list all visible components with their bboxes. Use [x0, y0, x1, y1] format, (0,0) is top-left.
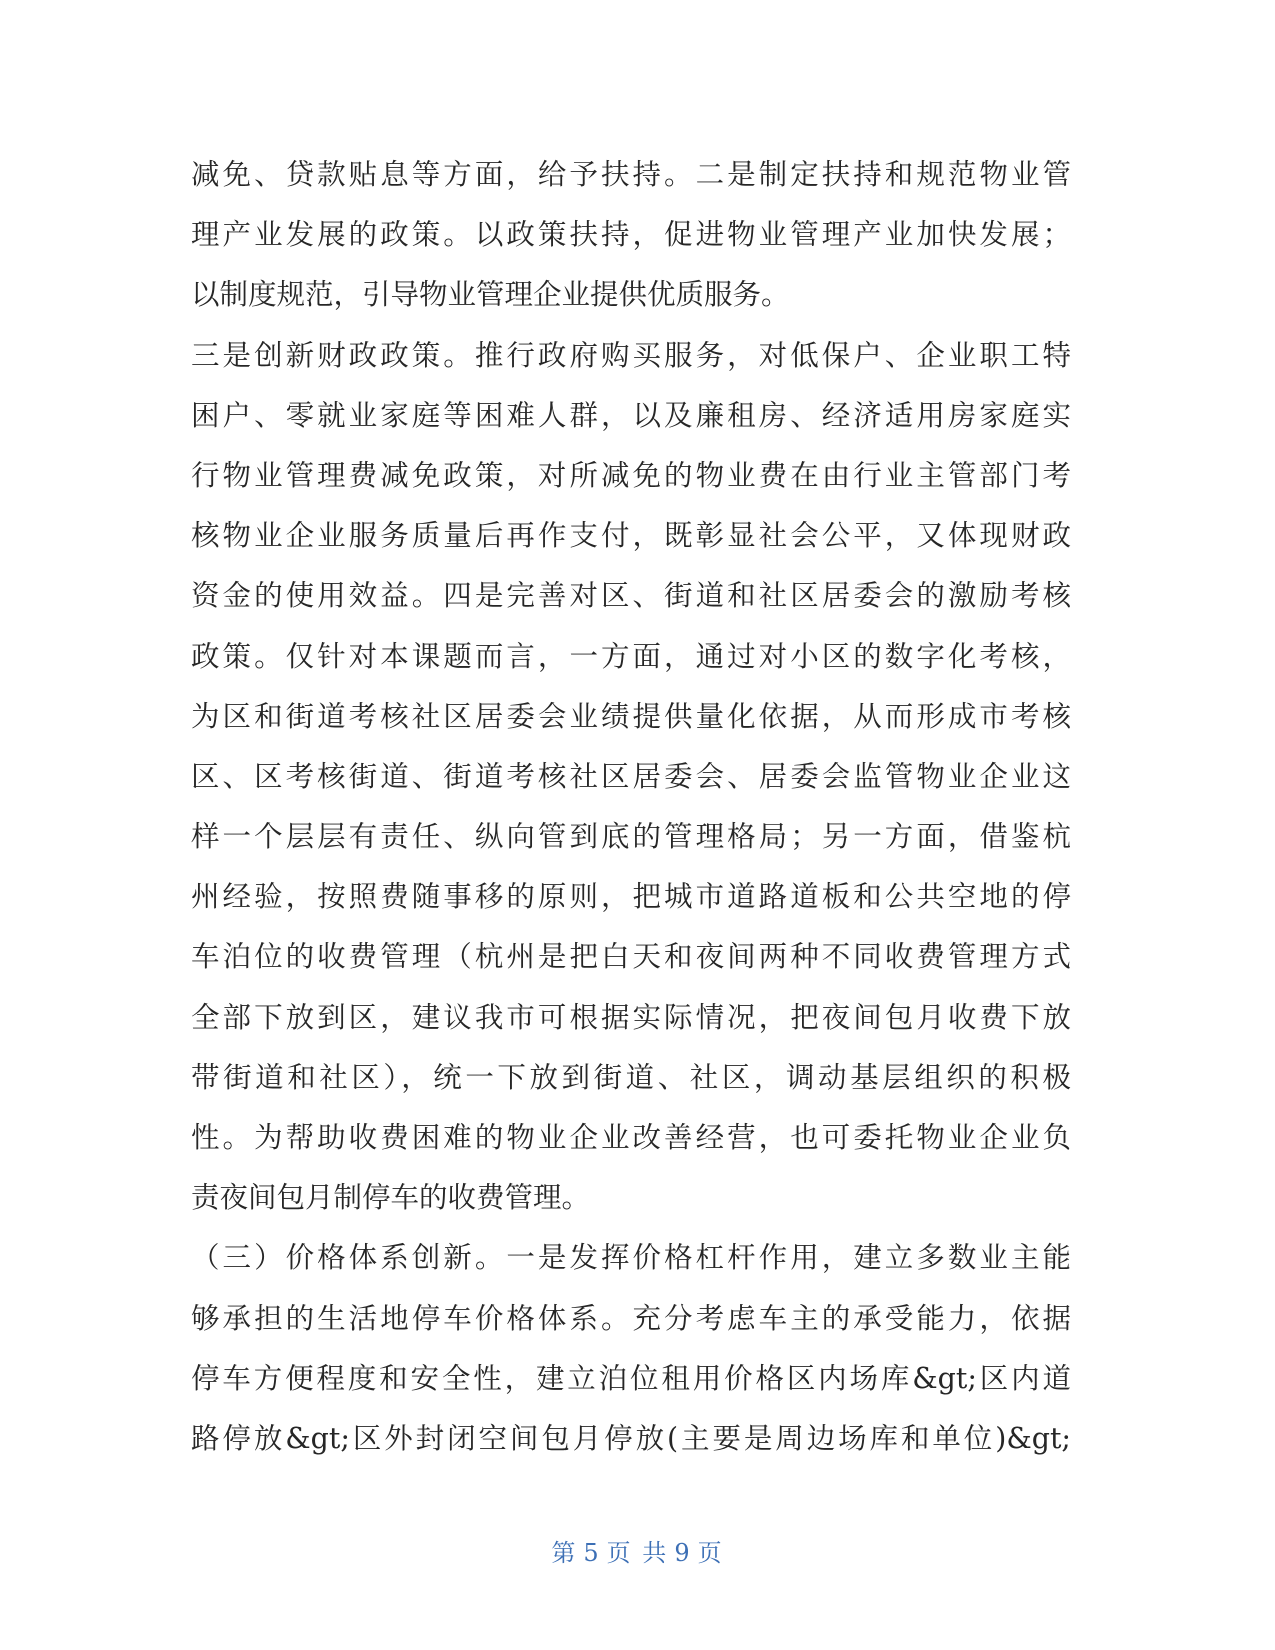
text-line: 性。为帮助收费困难的物业企业改善经营，也可委托物业企业负	[191, 1121, 1071, 1154]
text-line: 州经验，按照费随事移的原则，把城市道路道板和公共空地的停	[191, 880, 1071, 914]
page-footer	[0, 1538, 1275, 1568]
text-line: 为区和街道考核社区居委会业绩提供量化依据，从而形成市考核	[191, 699, 1071, 733]
text-line: 以制度规范，引导物业管理企业提供优质服务。	[191, 278, 790, 312]
text-line: 政策。仅针对本课题而言，一方面，通过对小区的数字化考核，	[191, 639, 1071, 673]
text-line: 资金的使用效益。四是完善对区、街道和社区居委会的激励考核	[191, 579, 1071, 613]
page-label-mid: 页 共	[606, 1539, 669, 1567]
text-line: 减免、贷款贴息等方面，给予扶持。二是制定扶持和规范物业管	[191, 158, 1071, 191]
text-line: 带街道和社区），统一下放到街道、社区，调动基层组织的积极	[191, 1060, 1071, 1094]
current-page-number: 5	[583, 1539, 601, 1567]
text-line: 路停放&gt;区外封闭空间包月停放(主要是周边场库和单位)&gt;	[191, 1421, 1071, 1455]
total-pages-number: 9	[674, 1539, 692, 1567]
text-line: 样一个层层有责任、纵向管到底的管理格局；另一方面，借鉴杭	[191, 820, 1071, 854]
text-line: 行物业管理费减免政策，对所减免的物业费在由行业主管部门考	[191, 458, 1071, 492]
page-label-prefix: 第	[551, 1539, 578, 1567]
text-line: 核物业企业服务质量后再作支付，既彰显社会公平，又体现财政	[191, 519, 1071, 553]
text-line: 责夜间包月制停车的收费管理。	[191, 1181, 591, 1215]
text-line: 困户、零就业家庭等困难人群，以及廉租房、经济适用房家庭实	[191, 398, 1071, 432]
text-line: 三是创新财政政策。推行政府购买服务，对低保户、企业职工特	[191, 338, 1071, 372]
text-line: （三）价格体系创新。一是发挥价格杠杆作用，建立多数业主能	[191, 1241, 1071, 1275]
text-line: 车泊位的收费管理（杭州是把白天和夜间两种不同收费管理方式	[191, 940, 1071, 974]
text-line: 区、区考核街道、街道考核社区居委会、居委会监管物业企业这	[191, 759, 1071, 793]
text-line: 理产业发展的政策。以政策扶持，促进物业管理产业加快发展；	[191, 218, 1071, 252]
text-line: 全部下放到区，建议我市可根据实际情况，把夜间包月收费下放	[191, 1000, 1071, 1034]
body-text	[191, 145, 1071, 1469]
text-line: 停车方便程度和安全性，建立泊位租用价格区内场库&gt;区内道	[191, 1361, 1071, 1395]
page-label-suffix: 页	[697, 1539, 724, 1567]
text-line: 够承担的生活地停车价格体系。充分考虑车主的承受能力，依据	[191, 1301, 1071, 1335]
